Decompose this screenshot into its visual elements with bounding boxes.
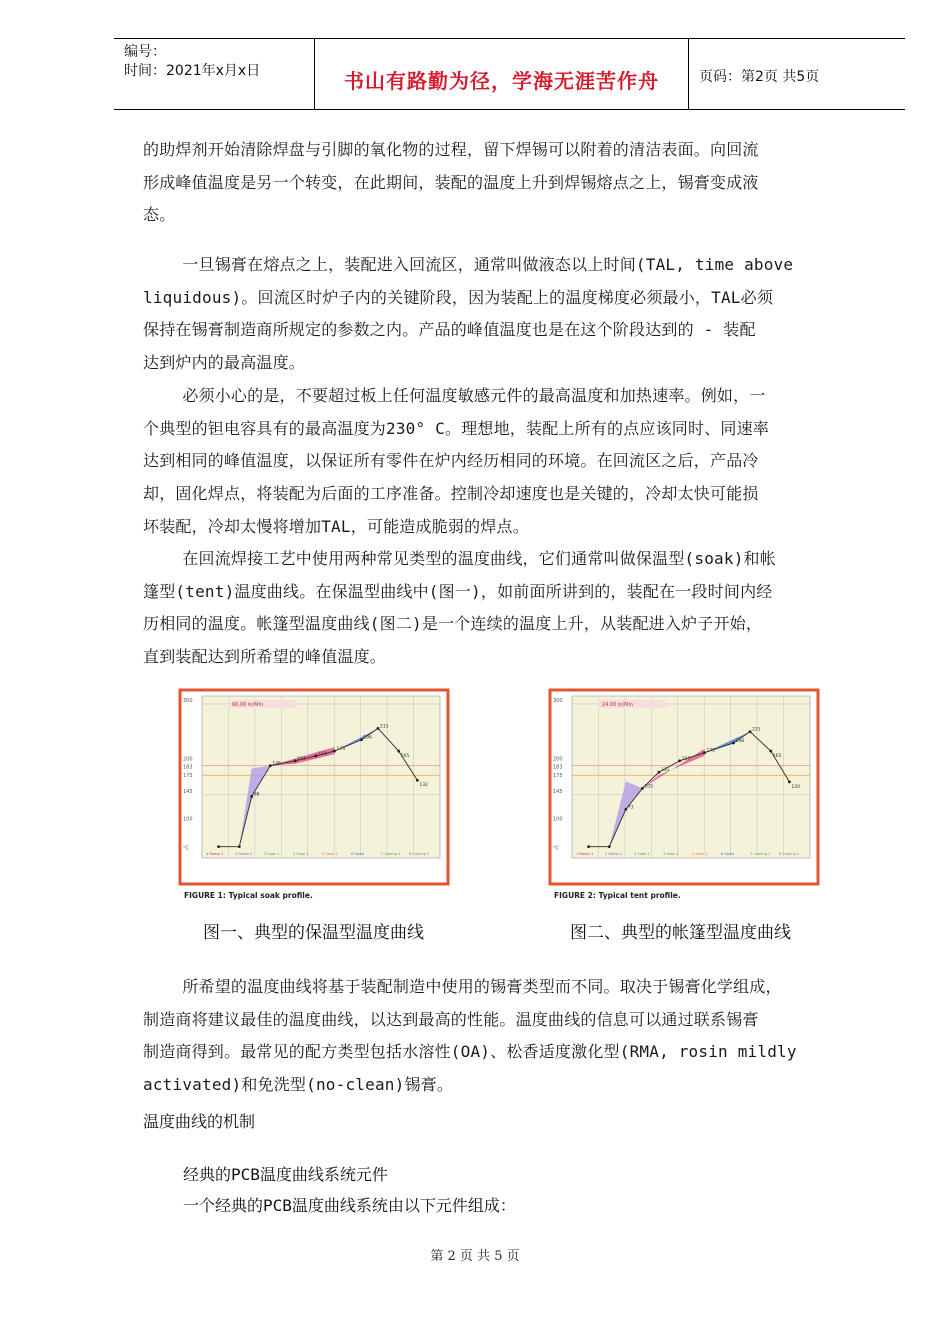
point-label: 196 — [363, 735, 373, 741]
curve-point — [658, 771, 661, 774]
text-line: 却，固化焊点，将装配为后面的工序准备。控制冷却速度也是关键的，冷却太快可能损 — [143, 484, 759, 504]
text-line: 制造商得到。最常见的配方类型包括水溶性(OA)、松香适度激化型(RMA, rosin mildly — [143, 1042, 797, 1062]
text-line: 达到相同的峰值温度，以保证所有零件在炉内经历相同的环境。在回流区之后，产品冷 — [143, 451, 759, 471]
curve-point — [703, 751, 706, 754]
curve-point — [769, 750, 772, 753]
y-tick-label: 300 — [553, 698, 563, 705]
y-tick-label: 145 — [553, 788, 563, 795]
point-label: 157 — [681, 756, 691, 762]
point-label: 73 — [627, 805, 634, 811]
point-label: 131 — [660, 768, 670, 774]
legend-entry: 1 Ramp 1 — [576, 852, 594, 856]
text-line: 态。 — [143, 205, 176, 225]
paragraph-2 — [143, 249, 873, 380]
curve-point — [788, 780, 791, 783]
curve-point — [749, 730, 752, 733]
figure-english-caption: FIGURE 1: Typical soak profile. — [184, 891, 313, 900]
curve-point — [294, 759, 297, 762]
legend-entry: 3 Soak 2 — [293, 852, 309, 856]
curve-point — [217, 845, 220, 848]
legend-entry: 1 Ramp 1 — [206, 852, 224, 856]
y-tick-label: 100 — [553, 816, 563, 823]
text-line: 制造商将建议最佳的温度曲线，以达到最高的性能。温度曲线的信息可以通过联系锡膏 — [143, 1009, 759, 1029]
legend-entry: 8 Cooling 2 — [779, 852, 800, 856]
point-label: 120 — [791, 784, 801, 790]
curve-point — [397, 750, 400, 753]
text-line: 必须小心的是，不要超过板上任何温度敏感元件的最高温度和加热速率。例如，一 — [143, 386, 766, 405]
section-heading: 温度曲线的机制 — [143, 1112, 256, 1131]
legend-entry: 7 Cooling 1 — [750, 852, 771, 856]
paragraph-5 — [143, 971, 873, 1102]
header-motto-cell — [315, 39, 689, 109]
point-label: 172 — [706, 748, 716, 754]
point-label: 98 — [253, 792, 260, 798]
page-label: 页码：第2页 共5页 — [699, 69, 820, 85]
text-line: 一旦锡膏在熔点之上，装配进入回流区，通常叫做液态以上时间(TAL, time above — [143, 255, 794, 274]
point-label: 146 — [272, 761, 281, 767]
figure-english-caption: FIGURE 2: Typical tent profile. — [554, 891, 681, 900]
curve-point — [608, 845, 611, 848]
y-tick-label: °C — [183, 845, 189, 852]
curve-point — [269, 764, 272, 767]
text-line: 形成峰值温度是另一个转变，在此期间，装配的温度上升到焊锡熔点之上，锡膏变成液 — [143, 172, 759, 192]
curve-point — [333, 750, 336, 753]
curve-point — [360, 738, 363, 741]
y-tick-label: °C — [553, 845, 559, 852]
legend-entry: 3 Soak 2 — [663, 852, 679, 856]
curve-point — [250, 795, 253, 798]
point-label: 105 — [644, 784, 653, 790]
page-footer: 第 2 页 共 5 页 — [430, 1249, 520, 1264]
text-line: 在回流焊接工艺中使用两种常见类型的温度曲线，它们通常叫做保温型(soak)和帐 — [143, 549, 776, 568]
point-label: 154 — [297, 756, 306, 762]
point-label: 215 — [752, 727, 761, 733]
subsection-heading: 经典的PCB温度曲线系统元件 — [183, 1165, 388, 1184]
plot-area — [572, 696, 810, 858]
text-line: activated)和免洗型(no-clean)锡膏。 — [143, 1075, 454, 1095]
y-tick-label: 183 — [183, 764, 193, 771]
point-label: 165 — [772, 754, 782, 760]
point-label: 132 — [419, 783, 428, 789]
curve-point — [416, 779, 419, 782]
curve-point — [314, 755, 317, 758]
text-line: 历相同的温度。帐篷型温度曲线(图二)是一个连续的温度上升，从装配进入炉子开始， — [143, 614, 763, 634]
figure-2-caption: 图二、典型的帐篷型温度曲线 — [570, 923, 791, 943]
y-tick-label: 183 — [553, 764, 563, 771]
speed-readout: 66.00 in/Min — [232, 702, 264, 708]
text-line: 直到装配达到所希望的峰值温度。 — [143, 647, 387, 667]
legend-entry: 6 Spike — [351, 852, 365, 856]
soak-profile-figure — [178, 688, 458, 906]
point-label: 165 — [400, 754, 410, 760]
text-line: liquidous)。回流区时炉子内的关键阶段，因为装配上的温度梯度必须最小，TAL必须 — [143, 287, 774, 307]
legend-entry: 5 Soak 3 — [322, 852, 338, 856]
point-label: 153 — [317, 751, 327, 757]
figure-1-caption: 图一、典型的保温型温度曲线 — [203, 923, 424, 943]
curve-point — [678, 759, 681, 762]
text-line: 坏装配，冷却太慢将增加TAL，可能造成脆弱的焊点。 — [143, 516, 529, 536]
curve-point — [238, 845, 241, 848]
text-line: 达到炉内的最高温度。 — [143, 353, 306, 373]
legend-entry: 8 Cooling 2 — [409, 852, 430, 856]
legend-entry: 2 Ramp 2 — [235, 852, 253, 856]
y-tick-label: 175 — [183, 772, 193, 779]
curve-point — [732, 742, 735, 745]
text-line: 的助焊剂开始清除焊盘与引脚的氧化物的过程，留下焊锡可以附着的清洁表面。向回流 — [143, 140, 759, 159]
speed-readout: 24.00 in/Min — [602, 702, 634, 708]
y-tick-label: 200 — [553, 756, 563, 763]
point-label: 215 — [380, 724, 389, 730]
text-line: 篷型(tent)温度曲线。在保温型曲线中(图一)，如前面所讲到的，装配在一段时间内经 — [143, 581, 773, 601]
number-label: 编号： — [124, 44, 166, 60]
curve-point — [641, 787, 644, 790]
header-page-cell — [689, 39, 905, 109]
page-header — [114, 38, 905, 110]
legend-entry: 3 Soak 1 — [264, 852, 280, 856]
text-line: 个典型的钽电容具有的最高温度为230° C。理想地，装配上所有的点应该同时、同速率 — [143, 418, 769, 438]
y-tick-label: 200 — [183, 756, 193, 763]
y-tick-label: 100 — [183, 816, 193, 823]
legend-entry: 3 Soak 1 — [634, 852, 650, 856]
point-label: 173 — [336, 747, 346, 753]
y-tick-label: 145 — [183, 788, 193, 795]
text-line: 所希望的温度曲线将基于装配制造中使用的锡膏类型而不同。取决于锡膏化学组成， — [143, 977, 782, 996]
header-motto: 书山有路勤为径，学海无涯苦作舟 — [344, 69, 659, 93]
paragraph-1 — [143, 134, 873, 232]
intro-text: 一个经典的PCB温度曲线系统由以下元件组成： — [183, 1196, 516, 1215]
curve-point — [624, 808, 627, 811]
tent-profile-figure — [548, 688, 828, 906]
legend-entry: 7 Cooling 1 — [380, 852, 401, 856]
curve-point — [377, 727, 380, 730]
paragraph-3 — [143, 380, 873, 543]
point-label: 198 — [735, 738, 745, 744]
y-tick-label: 175 — [553, 772, 563, 779]
legend-entry: 5 Soak 3 — [692, 852, 708, 856]
legend-entry: 6 Spike — [721, 852, 735, 856]
time-label: 时间：2021年x月x日 — [124, 63, 261, 79]
plot-area — [202, 696, 440, 858]
paragraph-4 — [143, 543, 873, 674]
curve-point — [587, 845, 590, 848]
text-line: 保持在锡膏制造商所规定的参数之内。产品的峰值温度也是在这个阶段达到的 - 装配 — [143, 320, 756, 340]
header-meta-cell — [114, 39, 315, 109]
legend-entry: 2 Ramp 2 — [605, 852, 623, 856]
y-tick-label: 300 — [183, 698, 193, 705]
